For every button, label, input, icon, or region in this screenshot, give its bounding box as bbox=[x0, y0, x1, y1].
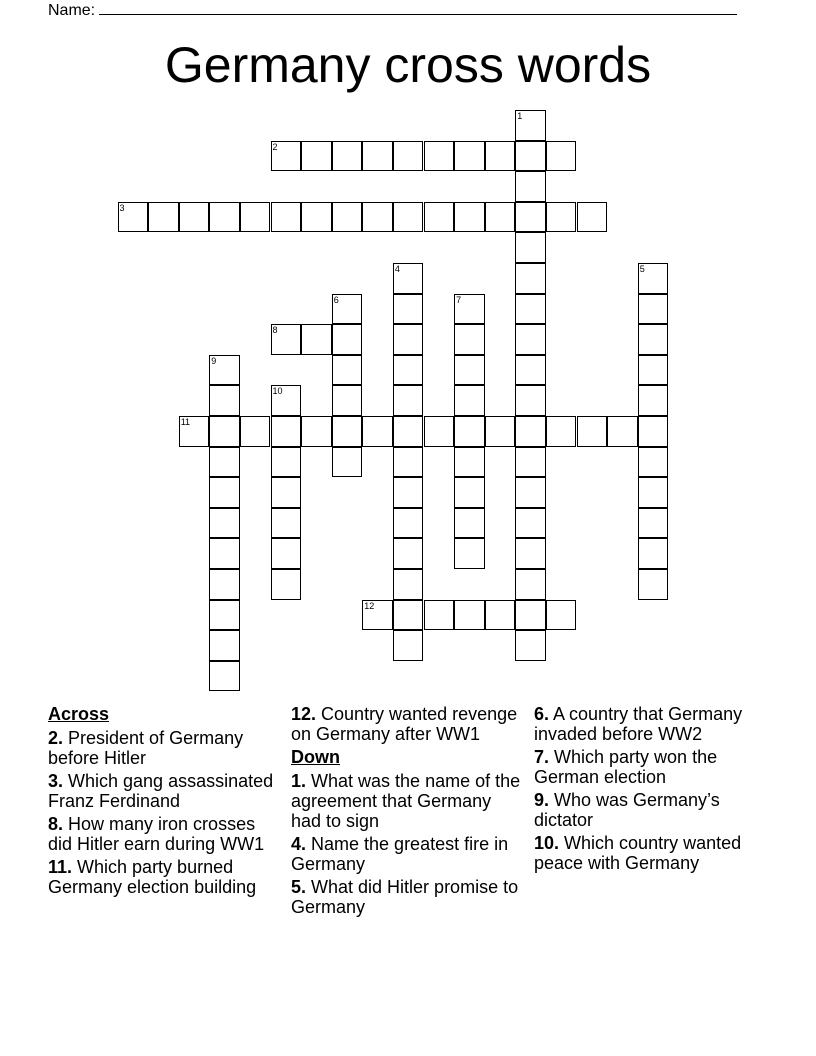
crossword-cell[interactable] bbox=[577, 416, 608, 447]
crossword-cell[interactable] bbox=[515, 477, 546, 508]
crossword-cell[interactable] bbox=[240, 202, 271, 233]
crossword-cell[interactable] bbox=[209, 508, 240, 539]
clue-item-text: Which gang assassinated Franz Ferdinand bbox=[48, 771, 274, 811]
crossword-cell[interactable] bbox=[638, 477, 669, 508]
crossword-cell[interactable] bbox=[515, 538, 546, 569]
clue-number: 9 bbox=[211, 355, 217, 366]
crossword-cell[interactable] bbox=[515, 324, 546, 355]
clue-item bbox=[534, 704, 764, 744]
clue-item bbox=[48, 857, 278, 897]
crossword-cell[interactable] bbox=[209, 416, 240, 447]
clue-item-text: Country wanted revenge on Germany after WW1 bbox=[291, 704, 518, 744]
clue-item-number: 8. bbox=[48, 814, 64, 834]
clue-number: 12 bbox=[364, 600, 375, 611]
crossword-cell[interactable] bbox=[424, 141, 455, 172]
clue-item-number: 4. bbox=[291, 834, 307, 854]
crossword-cell[interactable] bbox=[271, 416, 302, 447]
clue-item-number: 9. bbox=[534, 790, 550, 810]
crossword-cell[interactable] bbox=[638, 263, 669, 294]
crossword-cell[interactable] bbox=[515, 355, 546, 386]
across-heading: Across bbox=[48, 704, 110, 724]
clue-item bbox=[291, 704, 521, 744]
crossword-cell[interactable] bbox=[118, 202, 149, 233]
crossword-cell[interactable] bbox=[332, 385, 363, 416]
crossword-cell[interactable] bbox=[271, 477, 302, 508]
clue-item-number: 2. bbox=[48, 728, 64, 748]
crossword-cell[interactable] bbox=[485, 202, 516, 233]
name-label: Name: bbox=[48, 2, 96, 19]
crossword-cell[interactable] bbox=[515, 202, 546, 233]
crossword-cell[interactable] bbox=[515, 508, 546, 539]
crossword-cell[interactable] bbox=[362, 600, 393, 631]
clue-item-text: Who was Germany’s dictator bbox=[534, 790, 720, 830]
crossword-cell[interactable] bbox=[301, 416, 332, 447]
crossword-cell[interactable] bbox=[485, 416, 516, 447]
crossword-cell[interactable] bbox=[393, 569, 424, 600]
crossword-cell[interactable] bbox=[362, 416, 393, 447]
crossword-cell[interactable] bbox=[209, 447, 240, 478]
clue-item-text: A country that Germany invaded before WW2 bbox=[534, 704, 743, 744]
crossword-cell[interactable] bbox=[515, 171, 546, 202]
clue-item bbox=[534, 790, 764, 830]
crossword-cell[interactable] bbox=[515, 416, 546, 447]
crossword-cell[interactable] bbox=[209, 630, 240, 661]
crossword-cell[interactable] bbox=[271, 324, 302, 355]
crossword-cell[interactable] bbox=[454, 477, 485, 508]
crossword-cell[interactable] bbox=[546, 141, 577, 172]
crossword-cell[interactable] bbox=[209, 477, 240, 508]
crossword-cell[interactable] bbox=[515, 630, 546, 661]
crossword-cell[interactable] bbox=[577, 202, 608, 233]
crossword-cell[interactable] bbox=[424, 600, 455, 631]
clue-number: 8 bbox=[272, 325, 278, 336]
clue-number: 2 bbox=[272, 141, 278, 152]
crossword-cell[interactable] bbox=[209, 569, 240, 600]
crossword-cell[interactable] bbox=[638, 508, 669, 539]
crossword-cell[interactable] bbox=[638, 569, 669, 600]
crossword-cell[interactable] bbox=[393, 294, 424, 325]
crossword-cell[interactable] bbox=[454, 141, 485, 172]
crossword-cell[interactable] bbox=[424, 202, 455, 233]
crossword-cell[interactable] bbox=[393, 508, 424, 539]
crossword-cell[interactable] bbox=[607, 416, 638, 447]
crossword-cell[interactable] bbox=[271, 538, 302, 569]
clue-item-text: What was the name of the agreement that Germany had to sign bbox=[291, 771, 521, 831]
crossword-cell[interactable] bbox=[454, 600, 485, 631]
crossword-cell[interactable] bbox=[454, 416, 485, 447]
crossword-cell[interactable] bbox=[638, 324, 669, 355]
clue-item-text: Name the greatest fire in Germany bbox=[291, 834, 509, 874]
crossword-cell[interactable] bbox=[454, 202, 485, 233]
crossword-cell[interactable] bbox=[332, 294, 363, 325]
crossword-cell[interactable] bbox=[454, 538, 485, 569]
crossword-cell[interactable] bbox=[393, 630, 424, 661]
down-heading: Down bbox=[291, 747, 340, 767]
crossword-cell[interactable] bbox=[271, 447, 302, 478]
crossword-cell[interactable] bbox=[209, 661, 240, 692]
crossword-cell[interactable] bbox=[454, 294, 485, 325]
crossword-cell[interactable] bbox=[515, 569, 546, 600]
crossword-cell[interactable] bbox=[515, 141, 546, 172]
crossword-cell[interactable] bbox=[515, 263, 546, 294]
crossword-cell[interactable] bbox=[393, 477, 424, 508]
crossword-cell[interactable] bbox=[332, 447, 363, 478]
crossword-cell[interactable] bbox=[546, 202, 577, 233]
clue-number: 11 bbox=[180, 417, 191, 427]
crossword-cell[interactable] bbox=[179, 202, 210, 233]
clue-item-text: What did Hitler promise to Germany bbox=[291, 877, 519, 917]
clue-number: 6 bbox=[333, 294, 339, 305]
crossword-cell[interactable] bbox=[393, 263, 424, 294]
crossword-cell[interactable] bbox=[393, 141, 424, 172]
clue-item-number: 12. bbox=[291, 704, 317, 724]
crossword-cell[interactable] bbox=[638, 385, 669, 416]
crossword-cell[interactable] bbox=[209, 385, 240, 416]
crossword-cell[interactable] bbox=[301, 141, 332, 172]
clue-number: 7 bbox=[456, 294, 462, 305]
crossword-cell[interactable] bbox=[393, 202, 424, 233]
crossword-cell[interactable] bbox=[179, 416, 210, 447]
crossword-cell[interactable] bbox=[301, 324, 332, 355]
crossword-cell[interactable] bbox=[332, 416, 363, 447]
crossword-cell[interactable] bbox=[638, 294, 669, 325]
clue-item-number: 7. bbox=[534, 747, 550, 767]
clues-column-1 bbox=[48, 704, 278, 900]
crossword-cell[interactable] bbox=[485, 141, 516, 172]
crossword-cell[interactable] bbox=[546, 416, 577, 447]
clue-item bbox=[291, 834, 521, 874]
clues-column-3 bbox=[534, 704, 764, 876]
crossword-cell[interactable] bbox=[362, 202, 393, 233]
clue-item-text: President of Germany before Hitler bbox=[48, 728, 244, 768]
crossword-cell[interactable] bbox=[332, 141, 363, 172]
crossword-cell[interactable] bbox=[485, 600, 516, 631]
crossword-cell[interactable] bbox=[393, 324, 424, 355]
clue-item bbox=[291, 877, 521, 917]
crossword-cell[interactable] bbox=[454, 508, 485, 539]
clue-item-text: How many iron crosses did Hitler earn during WW1 bbox=[48, 814, 265, 854]
crossword-cell[interactable] bbox=[638, 447, 669, 478]
crossword-cell[interactable] bbox=[515, 385, 546, 416]
crossword-cell[interactable] bbox=[454, 324, 485, 355]
crossword-cell[interactable] bbox=[515, 232, 546, 263]
crossword-cell[interactable] bbox=[454, 355, 485, 386]
crossword-cell[interactable] bbox=[271, 508, 302, 539]
crossword-cell[interactable] bbox=[393, 355, 424, 386]
crossword-cell[interactable] bbox=[332, 202, 363, 233]
crossword-cell[interactable] bbox=[638, 416, 669, 447]
clue-item-number: 6. bbox=[534, 704, 550, 724]
crossword-cell[interactable] bbox=[271, 202, 302, 233]
crossword-cell[interactable] bbox=[393, 385, 424, 416]
clue-item bbox=[48, 771, 278, 811]
page-title: Germany cross words bbox=[164, 37, 652, 93]
clue-item bbox=[291, 771, 521, 831]
clue-item-number: 1. bbox=[291, 771, 307, 791]
crossword-cell[interactable] bbox=[546, 600, 577, 631]
crossword-cell[interactable] bbox=[271, 385, 302, 416]
clue-item-text: Which party burned Germany election building bbox=[48, 857, 257, 897]
crossword-cell[interactable] bbox=[393, 600, 424, 631]
crossword-cell[interactable] bbox=[301, 202, 332, 233]
crossword-cell[interactable] bbox=[454, 447, 485, 478]
crossword-cell[interactable] bbox=[209, 538, 240, 569]
clue-number: 3 bbox=[119, 202, 125, 213]
crossword-cell[interactable] bbox=[148, 202, 179, 233]
clue-number: 1 bbox=[517, 111, 523, 121]
crossword-cell[interactable] bbox=[515, 600, 546, 631]
crossword-cell[interactable] bbox=[515, 294, 546, 325]
crossword-cell[interactable] bbox=[515, 447, 546, 478]
clue-item-text: Which party won the German election bbox=[534, 747, 718, 787]
clue-number: 10 bbox=[272, 386, 283, 397]
crossword-cell[interactable] bbox=[393, 538, 424, 569]
crossword-cell[interactable] bbox=[240, 416, 271, 447]
clue-item-number: 3. bbox=[48, 771, 64, 791]
crossword-cell[interactable] bbox=[362, 141, 393, 172]
crossword-cell[interactable] bbox=[332, 324, 363, 355]
clue-item bbox=[48, 728, 278, 768]
crossword-cell[interactable] bbox=[424, 416, 455, 447]
clue-item-number: 10. bbox=[534, 833, 560, 853]
crossword-cell[interactable] bbox=[271, 569, 302, 600]
crossword-cell[interactable] bbox=[271, 141, 302, 172]
clue-item-number: 11. bbox=[48, 857, 73, 877]
crossword-cell[interactable] bbox=[638, 538, 669, 569]
clue-number: 5 bbox=[639, 264, 645, 274]
clue-item bbox=[48, 814, 278, 854]
crossword-cell[interactable] bbox=[209, 355, 240, 386]
crossword-cell[interactable] bbox=[332, 355, 363, 386]
clue-number: 4 bbox=[394, 264, 400, 274]
clues-column-2 bbox=[291, 704, 521, 920]
clue-item bbox=[534, 747, 764, 787]
clue-item-text: Which country wanted peace with Germany bbox=[534, 833, 742, 873]
crossword-cell[interactable] bbox=[454, 385, 485, 416]
crossword-cell[interactable] bbox=[209, 600, 240, 631]
crossword-cell[interactable] bbox=[393, 416, 424, 447]
clue-item-number: 5. bbox=[291, 877, 307, 897]
crossword-cell[interactable] bbox=[638, 355, 669, 386]
crossword-cell[interactable] bbox=[209, 202, 240, 233]
clue-item bbox=[534, 833, 764, 873]
crossword-cell[interactable] bbox=[515, 110, 546, 141]
crossword-cell[interactable] bbox=[393, 447, 424, 478]
